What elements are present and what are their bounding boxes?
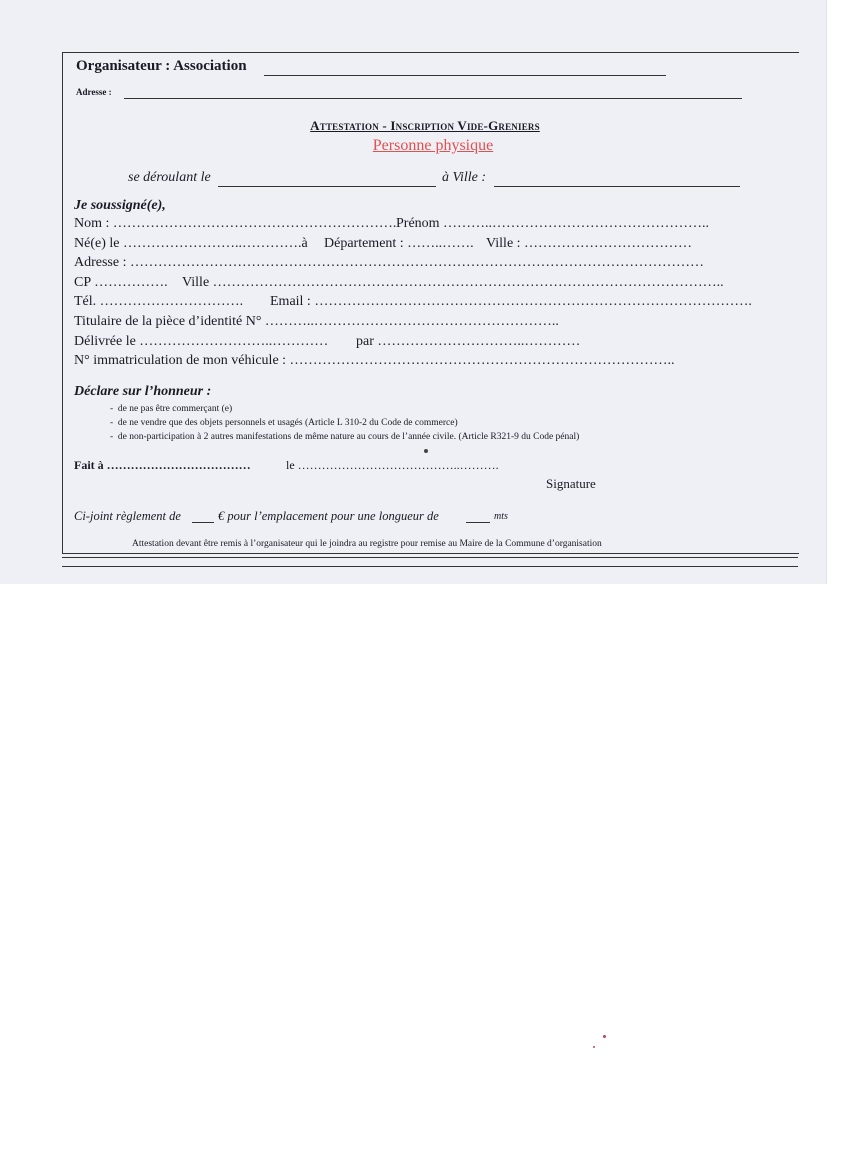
nom-field[interactable]: Nom : ……………………………………………………. — [74, 216, 397, 231]
declaration-item-text: de ne pas être commerçant (e) — [117, 404, 233, 414]
top-rule — [62, 52, 798, 53]
city-field[interactable]: Ville ……………………………………………………………………………………………….. — [182, 275, 724, 290]
address-field-line[interactable] — [124, 98, 742, 99]
postcode-field[interactable]: CP ……………. — [74, 275, 168, 290]
payment-amount-field-line[interactable] — [192, 522, 214, 523]
payment-unit-label: mts — [494, 511, 508, 522]
birth-department-field[interactable]: Département : ……..……. — [324, 236, 474, 251]
event-city-label: à Ville : — [442, 170, 487, 185]
issued-on-field[interactable]: Délivrée le ………………………..………… — [74, 334, 329, 349]
address-label: Adresse : — [76, 87, 112, 97]
footer-note: Attestation devant être remis à l’organisateur qui le joindra au registre pour remise au Maire de la Commune d’organisation — [132, 539, 602, 549]
prenom-field[interactable]: Prénom ………..……………………………………….. — [396, 216, 710, 231]
identity-heading: Je soussigné(e), — [74, 198, 166, 213]
birth-city-field[interactable]: Ville : ……………………………… — [486, 236, 693, 251]
address-field[interactable]: Adresse : …………………………………………………………………………………………………………… — [74, 255, 704, 270]
signing-date-field[interactable]: le …………………………………..………. — [286, 458, 499, 472]
declaration-item-text: de non-participation à 2 autres manifestations de même nature au cours de l’année civile. (Article R321-9 du Code pénal) — [117, 432, 580, 442]
form-subtitle: Personne physique — [372, 137, 494, 154]
payment-length-field-line[interactable] — [466, 522, 490, 523]
scan-speck — [424, 449, 428, 453]
organizer-field-line[interactable] — [264, 75, 666, 76]
issued-by-field[interactable]: par …………………………..………… — [356, 334, 581, 349]
signature-label: Signature — [546, 476, 596, 491]
vehicle-registration-field[interactable]: N° immatriculation de mon véhicule : ……………………………………………………………………….. — [74, 353, 675, 368]
organizer-label: Organisateur : Association — [76, 58, 247, 74]
declaration-item-text: de ne vendre que des objets personnels et usagés (Article L 310-2 du Code de commerce) — [117, 418, 458, 428]
scan-speck — [593, 1046, 595, 1048]
bottom-rule — [62, 557, 798, 558]
scan-speck — [603, 1035, 606, 1038]
declaration-item: - de non-participation à 2 autres manifestations de même nature au cours de l’année civile. (Article R321-9 du Code pénal) — [110, 432, 580, 442]
event-city-field-line[interactable] — [494, 186, 740, 187]
declaration-item: - de ne vendre que des objets personnels et usagés (Article L 310-2 du Code de commerce) — [110, 418, 458, 428]
birthdate-field[interactable]: Né(e) le ……………………..………….à — [74, 236, 308, 251]
fait-a-field[interactable]: Fait à ……………………………… — [74, 458, 251, 472]
declaration-item: - de ne pas être commerçant (e) — [110, 404, 233, 414]
id-document-field[interactable]: Titulaire de la pièce d’identité N° ………..…………………………………………….. — [74, 314, 559, 329]
email-field[interactable]: Email : …………………………………………………………………………………. — [270, 294, 752, 309]
payment-length-label: € pour l’emplacement pour une longueur de — [218, 509, 439, 523]
declaration-heading: Déclare sur l’honneur : — [74, 384, 212, 399]
event-date-label: se déroulant le — [128, 170, 211, 185]
form-title: Attestation - Inscription Vide-Greniers — [310, 118, 540, 133]
phone-field[interactable]: Tél. …………………………. — [74, 294, 244, 309]
bottom-rule-secondary — [62, 566, 798, 567]
event-date-field-line[interactable] — [218, 186, 436, 187]
payment-label: Ci-joint règlement de — [74, 509, 181, 523]
